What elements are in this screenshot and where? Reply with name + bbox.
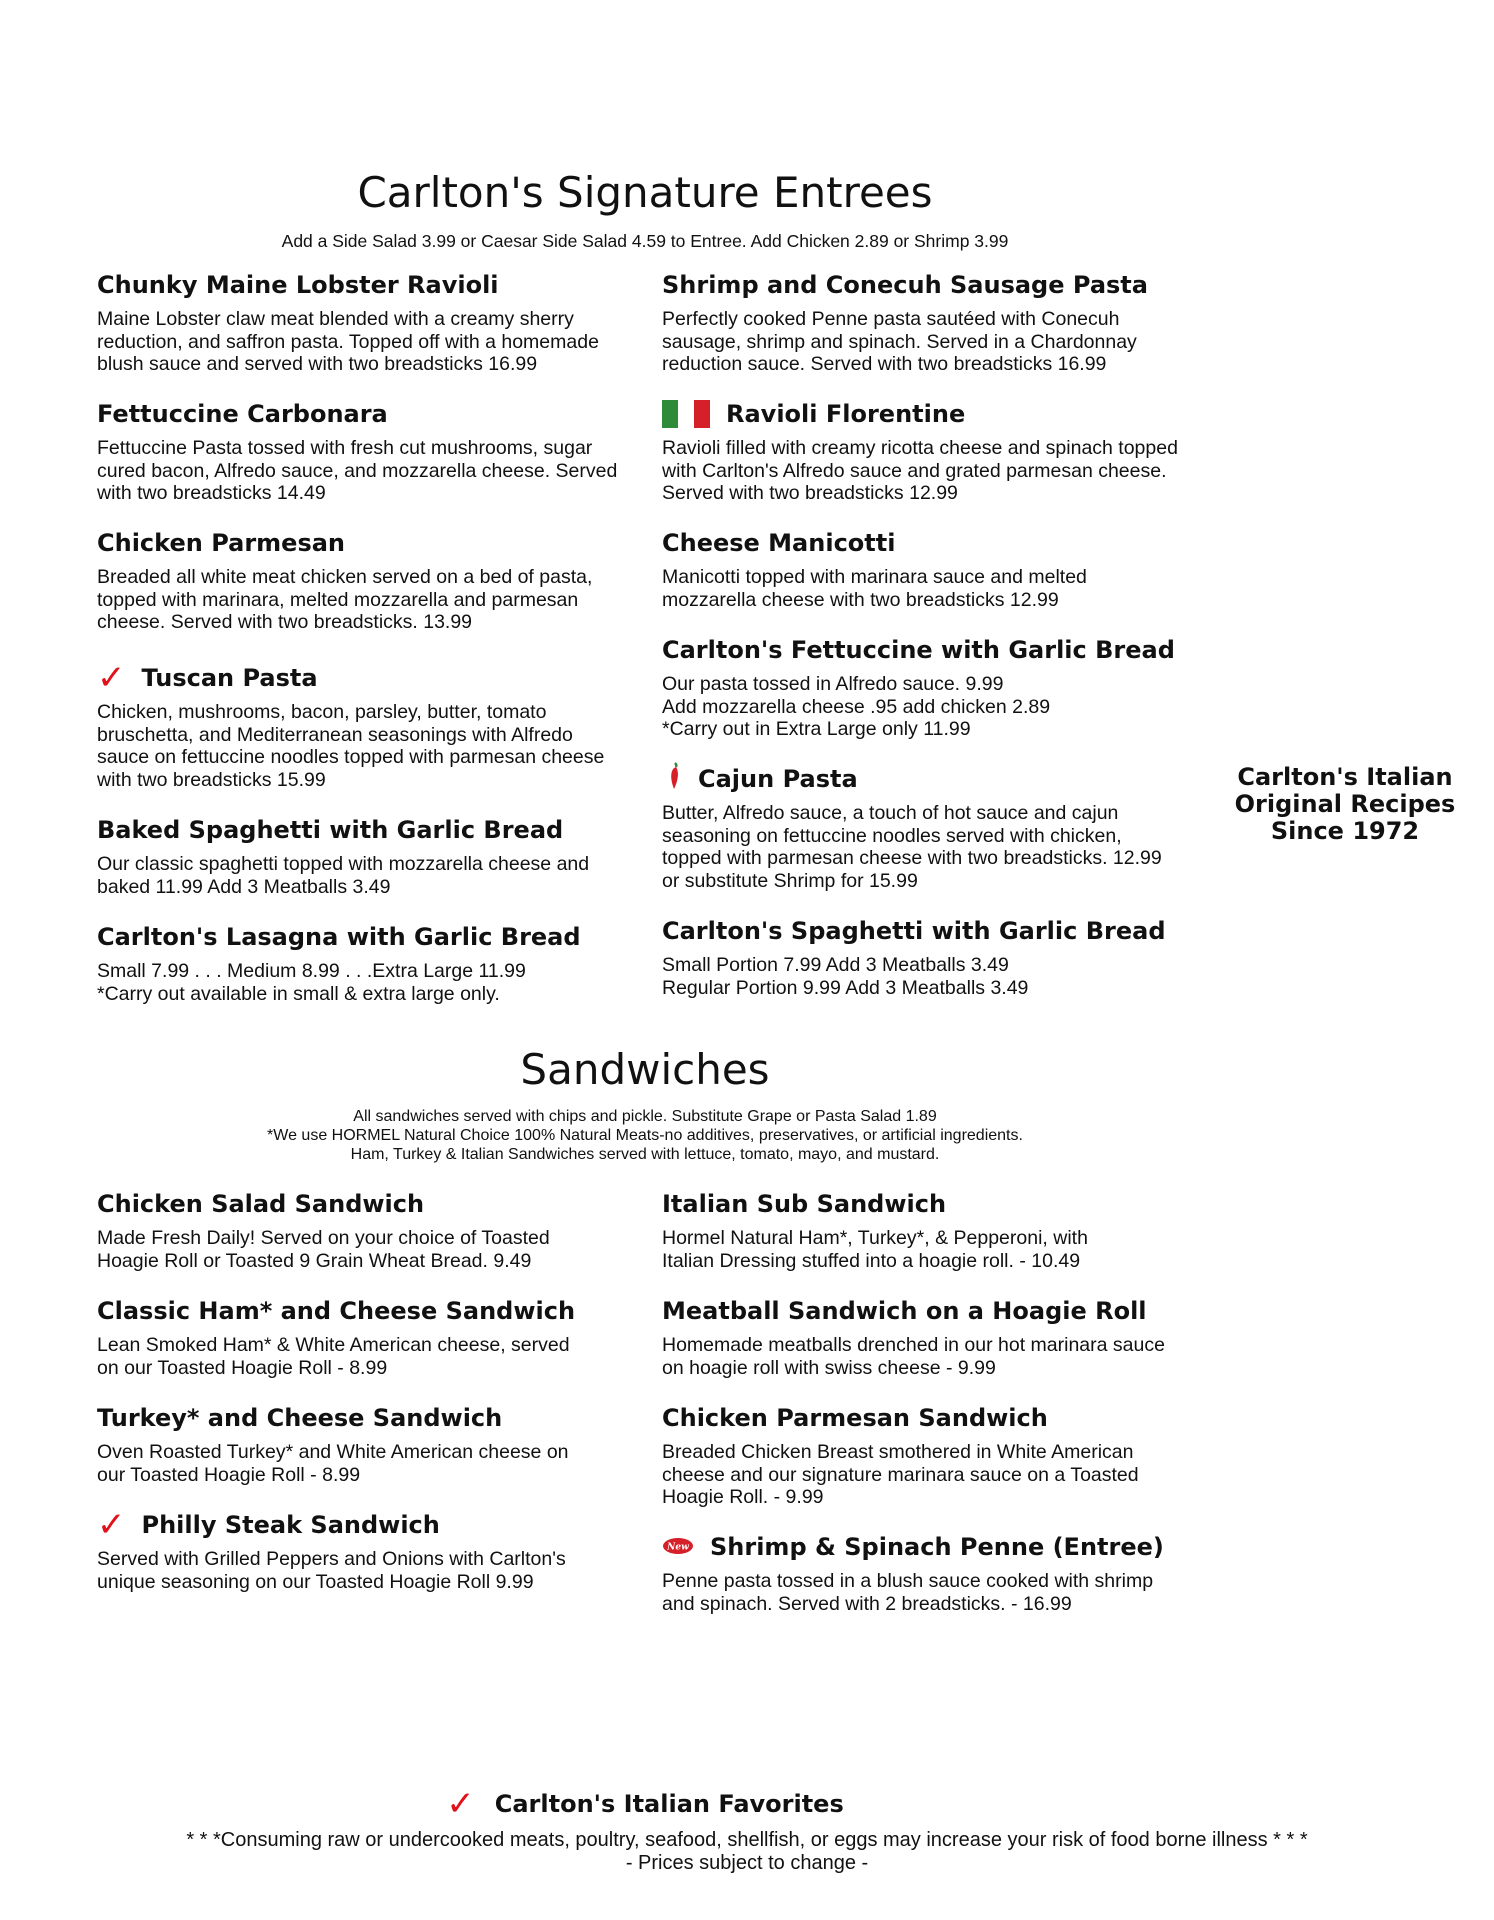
item-name: Shrimp & Spinach Penne (Entree): [710, 1533, 1164, 1561]
menu-item: [97, 270, 637, 376]
sandwich-note: Ham, Turkey & Italian Sandwiches served with lettuce, tomato, mayo, and mustard.: [350, 1146, 940, 1163]
item-desc: Ravioli filled with creamy ricotta cheese and spinach topped with Carlton's Alfredo sauce and grated parmesan cheese. Served with two breadsticks 12.99: [662, 437, 1178, 504]
item-name-row: [97, 658, 637, 698]
item-desc: Made Fresh Daily! Served on your choice of Toasted Hoagie Roll or Toasted 9 Grain Wheat Bread. 9.49: [97, 1227, 550, 1272]
item-name: Classic Ham* and Cheese Sandwich: [97, 1297, 576, 1325]
menu-item: [97, 1296, 637, 1379]
item-name-row: [97, 1505, 637, 1545]
menu-item: [97, 1505, 637, 1593]
menu-item: [662, 764, 1202, 892]
item-desc: Breaded Chicken Breast smothered in White American cheese and our signature marinara sauce on a Toasted Hoagie Roll. - 9.99: [662, 1441, 1139, 1508]
menu-item: [97, 658, 637, 791]
menu-item: [662, 916, 1202, 999]
legend-text: Carlton's Italian Favorites: [494, 1790, 844, 1818]
item-desc: Our pasta tossed in Alfredo sauce. 9.99 Add mozzarella cheese .95 add chicken 2.89 *Carry out in Extra Large only 11.99: [662, 673, 1051, 740]
chili-pepper-icon: [668, 761, 682, 798]
item-desc: Chicken, mushrooms, bacon, parsley, butter, tomato bruschetta, and Mediterranean seasonings with Alfredo sauce on fettuccine noodles topped with parmesan cheese with two breadsticks 15.99: [97, 701, 605, 791]
item-name-row: [662, 1532, 1202, 1562]
item-name: Tuscan Pasta: [141, 664, 318, 692]
menu-item: [662, 270, 1202, 376]
italian-flag-icon: [662, 400, 710, 428]
item-name: Cajun Pasta: [698, 765, 858, 793]
menu-item: [662, 1403, 1202, 1509]
item-name: Meatball Sandwich on a Hoagie Roll: [662, 1297, 1147, 1325]
item-name: Philly Steak Sandwich: [141, 1511, 440, 1539]
prices-note: - Prices subject to change -: [625, 1852, 869, 1874]
item-name: Turkey* and Cheese Sandwich: [97, 1404, 503, 1432]
item-desc: Homemade meatballs drenched in our hot marinara sauce on hoagie roll with swiss cheese - 9.99: [662, 1334, 1165, 1379]
item-name: Chicken Parmesan: [97, 529, 346, 557]
item-name: Chicken Salad Sandwich: [97, 1190, 425, 1218]
flag-red-stripe: [694, 400, 710, 428]
item-name: Chicken Parmesan Sandwich: [662, 1404, 1048, 1432]
item-desc: Butter, Alfredo sauce, a touch of hot sauce and cajun seasoning on fettuccine noodles served with chicken, topped with parmesan cheese with two breadsticks. 12.99 or substitute Shrimp for 15.99: [662, 802, 1162, 892]
legend-row: [446, 1784, 844, 1824]
menu-item: [662, 399, 1202, 505]
food-safety-warning: * * *Consuming raw or undercooked meats, poultry, seafood, shellfish, or eggs may increase your risk of food borne illness * * *: [186, 1829, 1308, 1851]
menu-item: [97, 399, 637, 505]
sandwich-note: All sandwiches served with chips and pickle. Substitute Grape or Pasta Salad 1.89: [353, 1108, 937, 1125]
item-desc: Perfectly cooked Penne pasta sautéed with Conecuh sausage, shrimp and spinach. Served in a Chardonnay reduction sauce. Served with two breadsticks 16.99: [662, 308, 1137, 375]
new-badge-text: New: [667, 1542, 689, 1553]
item-name: Chunky Maine Lobster Ravioli: [97, 271, 499, 299]
item-desc: Fettuccine Pasta tossed with fresh cut mushrooms, sugar cured bacon, Alfredo sauce, and mozzarella cheese. Served with two breadsticks 14.49: [97, 437, 618, 504]
item-name: Carlton's Fettuccine with Garlic Bread: [662, 636, 1175, 664]
menu-item: [662, 528, 1202, 611]
menu-item: [662, 635, 1202, 741]
since-1972-note: Carlton's Italian Original Recipes Since 1972: [1234, 763, 1456, 845]
item-desc: Served with Grilled Peppers and Onions with Carlton's unique seasoning on our Toasted Hoagie Roll 9.99: [97, 1548, 566, 1593]
menu-item: [97, 922, 637, 1005]
item-name-row: [662, 399, 1202, 429]
item-name: Shrimp and Conecuh Sausage Pasta: [662, 271, 1148, 299]
item-name: Cheese Manicotti: [662, 529, 896, 557]
item-desc: Maine Lobster claw meat blended with a creamy sherry reduction, and saffron pasta. Topped off with a homemade blush sauce and served with two breadsticks 16.99: [97, 308, 599, 375]
item-desc: Breaded all white meat chicken served on a bed of pasta, topped with marinara, melted mozzarella and parmesan cheese. Served with two breadsticks. 13.99: [97, 566, 593, 633]
item-desc: Penne pasta tossed in a blush sauce cooked with shrimp and spinach. Served with 2 breadsticks. - 16.99: [662, 1570, 1154, 1615]
item-desc: Our classic spaghetti topped with mozzarella cheese and baked 11.99 Add 3 Meatballs 3.49: [97, 853, 590, 898]
menu-item: [97, 815, 637, 898]
item-name: Italian Sub Sandwich: [662, 1190, 947, 1218]
menu-item: [97, 1189, 637, 1272]
item-name-row: [662, 764, 1202, 794]
item-name: Carlton's Spaghetti with Garlic Bread: [662, 917, 1166, 945]
check-icon: ✓: [446, 1784, 475, 1824]
check-icon: ✓: [97, 658, 126, 698]
entrees-title: Carlton's Signature Entrees: [357, 168, 933, 217]
entrees-note: Add a Side Salad 3.99 or Caesar Side Salad 4.59 to Entree. Add Chicken 2.89 or Shrimp 3.99: [281, 231, 1009, 251]
item-desc: Oven Roasted Turkey* and White American cheese on our Toasted Hoagie Roll - 8.99: [97, 1441, 569, 1486]
item-desc: Lean Smoked Ham* & White American cheese, served on our Toasted Hoagie Roll - 8.99: [97, 1334, 570, 1379]
menu-item: [662, 1532, 1202, 1615]
menu-item: [97, 528, 637, 634]
item-desc: Manicotti topped with marinara sauce and melted mozzarella cheese with two breadsticks 12.99: [662, 566, 1087, 611]
item-desc: Small 7.99 . . . Medium 8.99 . . .Extra Large 11.99 *Carry out available in small & extra large only.: [97, 960, 526, 1005]
entrees-header: [0, 168, 1290, 217]
sandwiches-title: Sandwiches: [520, 1045, 770, 1094]
item-desc: Small Portion 7.99 Add 3 Meatballs 3.49 Regular Portion 9.99 Add 3 Meatballs 3.49: [662, 954, 1029, 999]
item-name: Baked Spaghetti with Garlic Bread: [97, 816, 564, 844]
menu-item: [97, 1403, 637, 1486]
menu-item: [662, 1296, 1202, 1379]
item-name: Ravioli Florentine: [726, 400, 966, 428]
flag-white-stripe: [678, 400, 694, 428]
new-badge-icon: [662, 1532, 694, 1562]
sandwiches-header: [0, 1045, 1290, 1094]
item-desc: Hormel Natural Ham*, Turkey*, & Pepperoni, with Italian Dressing stuffed into a hoagie roll. - 10.49: [662, 1227, 1088, 1272]
sandwich-note: *We use HORMEL Natural Choice 100% Natural Meats-no additives, preservatives, or artificial ingredients.: [267, 1127, 1023, 1144]
item-name: Carlton's Lasagna with Garlic Bread: [97, 923, 581, 951]
sandwiches-notes: [0, 1107, 1290, 1164]
flag-green-stripe: [662, 400, 678, 428]
menu-item: [662, 1189, 1202, 1272]
footer-legend: [0, 1784, 1290, 1824]
check-icon: ✓: [97, 1505, 126, 1545]
item-name: Fettuccine Carbonara: [97, 400, 388, 428]
